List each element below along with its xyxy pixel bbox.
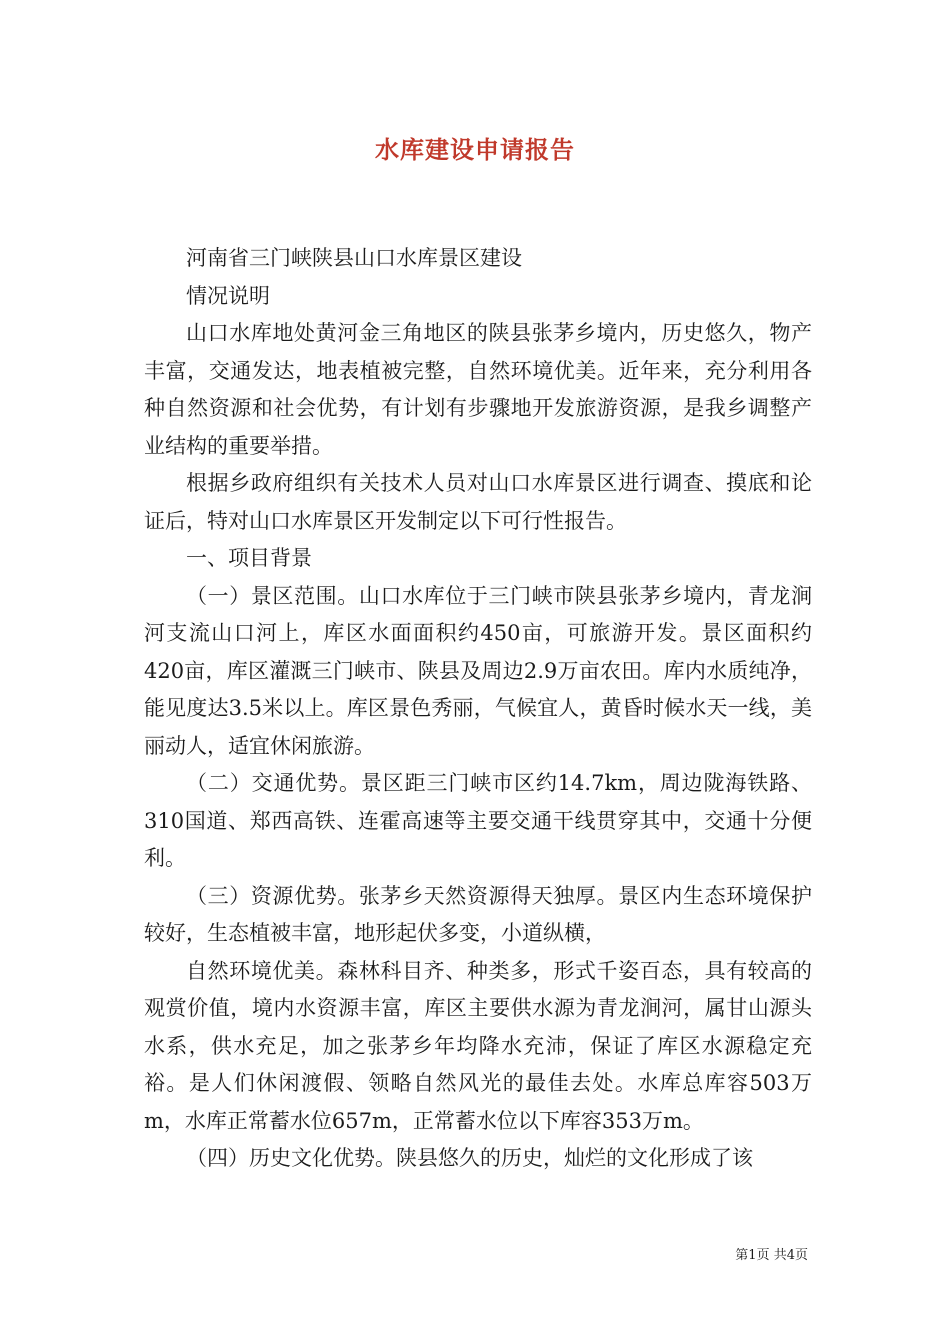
paragraph-resources: （三）资源优势。张茅乡天然资源得天独厚。景区内生态环境保护较好，生态植被丰富，地形起伏多变，小道纵横，	[144, 883, 812, 945]
footer-suffix: 页	[794, 1248, 808, 1263]
footer-total-pages: 4	[786, 1248, 795, 1263]
page-footer	[735, 1247, 808, 1265]
footer-middle: 页 共	[756, 1248, 787, 1263]
footer-page-number: 1	[748, 1248, 757, 1263]
paragraph-transport: （二）交通优势。景区距三门峡市区约14.7km，周边陇海铁路、310国道、郑西高铁、连霍高速等主要交通干线贯穿其中，交通十分便利。	[144, 771, 812, 870]
document-body	[144, 240, 812, 1178]
section-heading-background: 一、项目背景	[186, 546, 312, 570]
paragraph-intro: 山口水库地处黄河金三角地区的陕县张茅乡境内，历史悠久，物产丰富，交通发达，地表植被完整，自然环境优美。近年来，充分利用各种自然资源和社会优势，有计划有步骤地开发旅游资源，是我乡调整产业结构的重要举措。	[144, 321, 812, 458]
footer-prefix: 第	[735, 1248, 749, 1263]
document-title: 水库建设申请报告	[375, 135, 575, 164]
paragraph-resources-continued: 自然环境优美。森林科目齐、种类多，形式千姿百态，具有较高的观赏价值，境内水资源丰富，库区主要供水源为青龙涧河，属甘山源头水系，供水充足，加之张茅乡年均降水充沛，保证了库区水源稳定充裕。是人们休闲渡假、领略自然风光的最佳去处。水库总库容503万m，水库正常蓄水位657m，正常蓄水位以下库容353万m。	[144, 958, 812, 1133]
paragraph-purpose: 根据乡政府组织有关技术人员对山口水库景区进行调查、摸底和论证后，特对山口水库景区开发制定以下可行性报告。	[144, 471, 812, 533]
paragraph-heading-location: 河南省三门峡陕县山口水库景区建设	[186, 246, 522, 270]
paragraph-heading-description: 情况说明	[186, 283, 270, 308]
paragraph-history: （四）历史文化优势。陕县悠久的历史，灿烂的文化形成了该	[186, 1146, 753, 1170]
paragraph-scenic-scope: （一）景区范围。山口水库位于三门峡市陕县张茅乡境内，青龙涧河支流山口河上，库区水面面积约450亩，可旅游开发。景区面积约420亩，库区灌溉三门峡市、陕县及周边2.9万亩农田。库内水质纯净，能见度达3.5米以上。库区景色秀丽，气候宜人，黄昏时候水天一线，美丽动人，适宜休闲旅游。	[144, 583, 812, 758]
